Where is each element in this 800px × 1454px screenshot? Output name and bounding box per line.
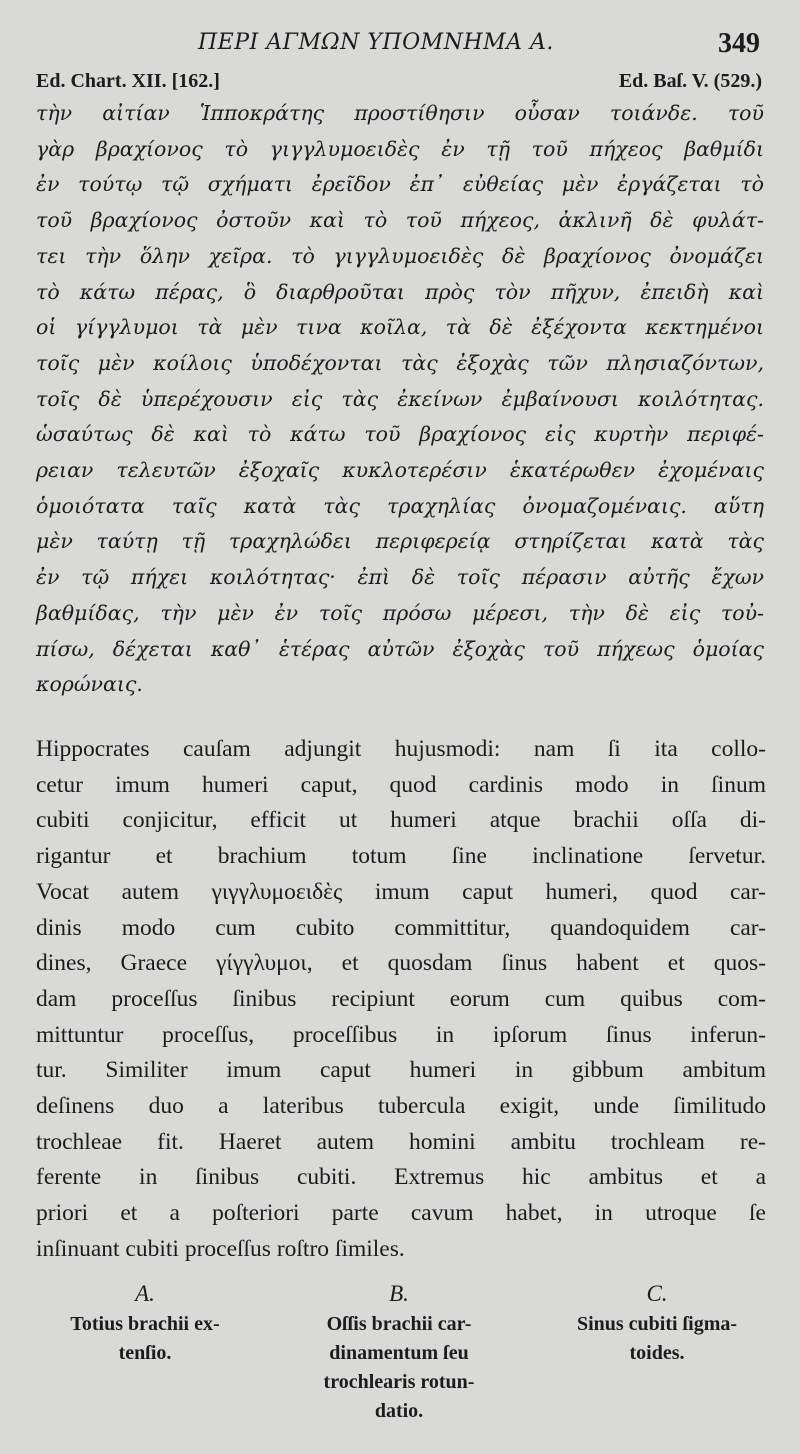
greek-text-line: γὰρ βραχίονος τὸ γιγγλυμοειδὲς ἐν τῇ τοῦ πήχεος βαθμίδι bbox=[36, 136, 764, 161]
greek-text-line: τὸ κάτω πέρας, ὃ διαρθροῦται πρὸς τὸν πῆχυν, ἐπειδὴ καὶ bbox=[36, 279, 764, 304]
greek-text-line: βαθμίδας, τὴν μὲν ἐν τοῖς πρόσω μέρεσι, τὴν δὲ εἰς τοὐ- bbox=[36, 600, 764, 625]
latin-text-line: ferente in ſinibus cubiti. Extremus hic ambitus et a bbox=[36, 1164, 766, 1191]
latin-text-line: Vocat autem γιγγλυμοειδὲς imum caput humeri, quod car- bbox=[36, 878, 766, 905]
greek-text-line: ἐν τούτῳ τῷ σχήματι ἐρεῖδον ἐπ᾽ εὐθείας μὲν ἐργάζεται τὸ bbox=[36, 172, 764, 197]
legend-letter: A. bbox=[135, 1281, 155, 1306]
legend-caption-line: Totius brachii ex- bbox=[70, 1313, 220, 1335]
latin-text-block bbox=[36, 732, 766, 1268]
latin-text-line: cetur imum humeri caput, quod cardinis modo in ſinum bbox=[36, 771, 766, 798]
latin-text-line: cubiti conjicitur, efficit ut humeri atque brachii oſſa di- bbox=[36, 807, 766, 834]
greek-text-line: κορώναις. bbox=[36, 672, 143, 697]
edition-reference-chartier: Ed. Chart. XII. [162.] bbox=[36, 70, 220, 92]
legend-entry-c bbox=[548, 1278, 766, 1368]
legend-caption-line: toides. bbox=[629, 1342, 685, 1364]
legend-caption-line: datio. bbox=[374, 1400, 424, 1422]
legend-caption-line: Oſſis brachii car- bbox=[326, 1313, 472, 1335]
latin-text-line: inſinuant cubiti proceſſus roſtro ſimiles. bbox=[36, 1235, 405, 1262]
legend-entry-a bbox=[36, 1278, 254, 1368]
latin-text-line: deſinens duo a lateribus tubercula exigit, unde ſimilitudo bbox=[36, 1093, 766, 1120]
latin-text-line: mittuntur proceſſus, proceſſibus in ipſorum ſinus inferun- bbox=[36, 1021, 766, 1048]
greek-text-block bbox=[36, 96, 764, 703]
greek-text-line: τοῦ βραχίονος ὀστοῦν καὶ τὸ τοῦ πήχεος, ἀκλινῆ δὲ φυλάτ- bbox=[36, 208, 764, 233]
latin-text-line: dines, Graece γίγγλυμοι, et quosdam ſinus habent et quos- bbox=[36, 950, 766, 977]
latin-text-line: dam proceſſus ſinibus recipiunt eorum cum quibus com- bbox=[36, 985, 766, 1012]
greek-text-line: τει τὴν ὅλην χεῖρα. τὸ γιγγλυμοειδὲς δὲ βραχίονος ὀνομάζει bbox=[36, 243, 764, 268]
latin-text-line: trochleae fit. Haeret autem homini ambitu trochleam re- bbox=[36, 1128, 766, 1155]
latin-text-line: rigantur et brachium totum ſine inclinatione ſervetur. bbox=[36, 843, 766, 870]
legend-caption-line: tenſio. bbox=[118, 1342, 172, 1364]
greek-text-line: τοῖς δὲ ὑπερέχουσιν εἰς τὰς ἐκείνων ἐμβαίνουσι κοιλότητας. bbox=[36, 386, 764, 411]
legend-letter: C. bbox=[646, 1281, 668, 1306]
latin-text-line: tur. Similiter imum caput humeri in gibbum ambitum bbox=[36, 1057, 766, 1084]
greek-text-line: ὁμοιότατα ταῖς κατὰ τὰς τραχηλίας ὀνομαζομέναις. αὕτη bbox=[36, 493, 764, 518]
legend-entry-b bbox=[288, 1278, 510, 1426]
greek-text-line: μὲν ταύτῃ τῇ τραχηλώδει περιφερείᾳ στηρίζεται κατὰ τὰς bbox=[36, 529, 764, 554]
greek-text-line: ἐν τῷ πήχει κοιλότητας· ἐπὶ δὲ τοῖς πέρασιν αὐτῆς ἔχων bbox=[36, 565, 764, 590]
edition-reference-line bbox=[36, 70, 762, 98]
latin-text-line: Hippocrates cauſam adjungit hujusmodi: nam ſi ita collo- bbox=[36, 736, 766, 762]
latin-text-line: dinis modo cum cubito committitur, quandoquidem car- bbox=[36, 914, 766, 941]
greek-text-line: πίσω, δέχεται καθ᾽ ἑτέρας αὐτῶν ἐξοχὰς τοῦ πήχεως ὁμοίας bbox=[36, 636, 764, 661]
legend-caption-line: dinamentum ſeu bbox=[329, 1342, 469, 1364]
running-head-title: ΠΕΡΙ ΑΓΜΩΝ ΥΠΟΜΝΗΜΑ Α. bbox=[198, 30, 554, 55]
greek-text-line: ὡσαύτως δὲ καὶ τὸ κάτω τοῦ βραχίονος εἰς κυρτὴν περιφέ- bbox=[36, 422, 764, 447]
greek-text-line: τὴν αἰτίαν Ἱπποκράτης προστίθησιν οὖσαν τοιάνδε. τοῦ bbox=[36, 101, 764, 125]
latin-text-line: priori et a poſteriori parte cavum habet, in utroque ſe bbox=[36, 1200, 766, 1227]
legend-caption-line: Sinus cubiti ſigma- bbox=[576, 1313, 738, 1335]
greek-text-line: οἱ γίγγλυμοι τὰ μὲν τινα κοῖλα, τὰ δὲ ἐξέχοντα κεκτημένοι bbox=[36, 315, 764, 340]
edition-reference-basel: Ed. Baſ. V. (529.) bbox=[618, 70, 762, 92]
running-head bbox=[0, 30, 800, 66]
greek-text-line: τοῖς μὲν κοίλοις ὑποδέχονται τὰς ἐξοχὰς τῶν πλησιαζόντων, bbox=[36, 350, 764, 375]
legend-caption-line: trochlearis rotun- bbox=[323, 1371, 475, 1393]
page-number: 349 bbox=[718, 28, 760, 59]
figure-legend bbox=[36, 1278, 766, 1428]
greek-text-line: ρειαν τελευτῶν ἐξοχαῖς κυκλοτερέσιν ἑκατέρωθεν ἐχομέναις bbox=[36, 458, 764, 483]
legend-letter: B. bbox=[389, 1281, 409, 1306]
